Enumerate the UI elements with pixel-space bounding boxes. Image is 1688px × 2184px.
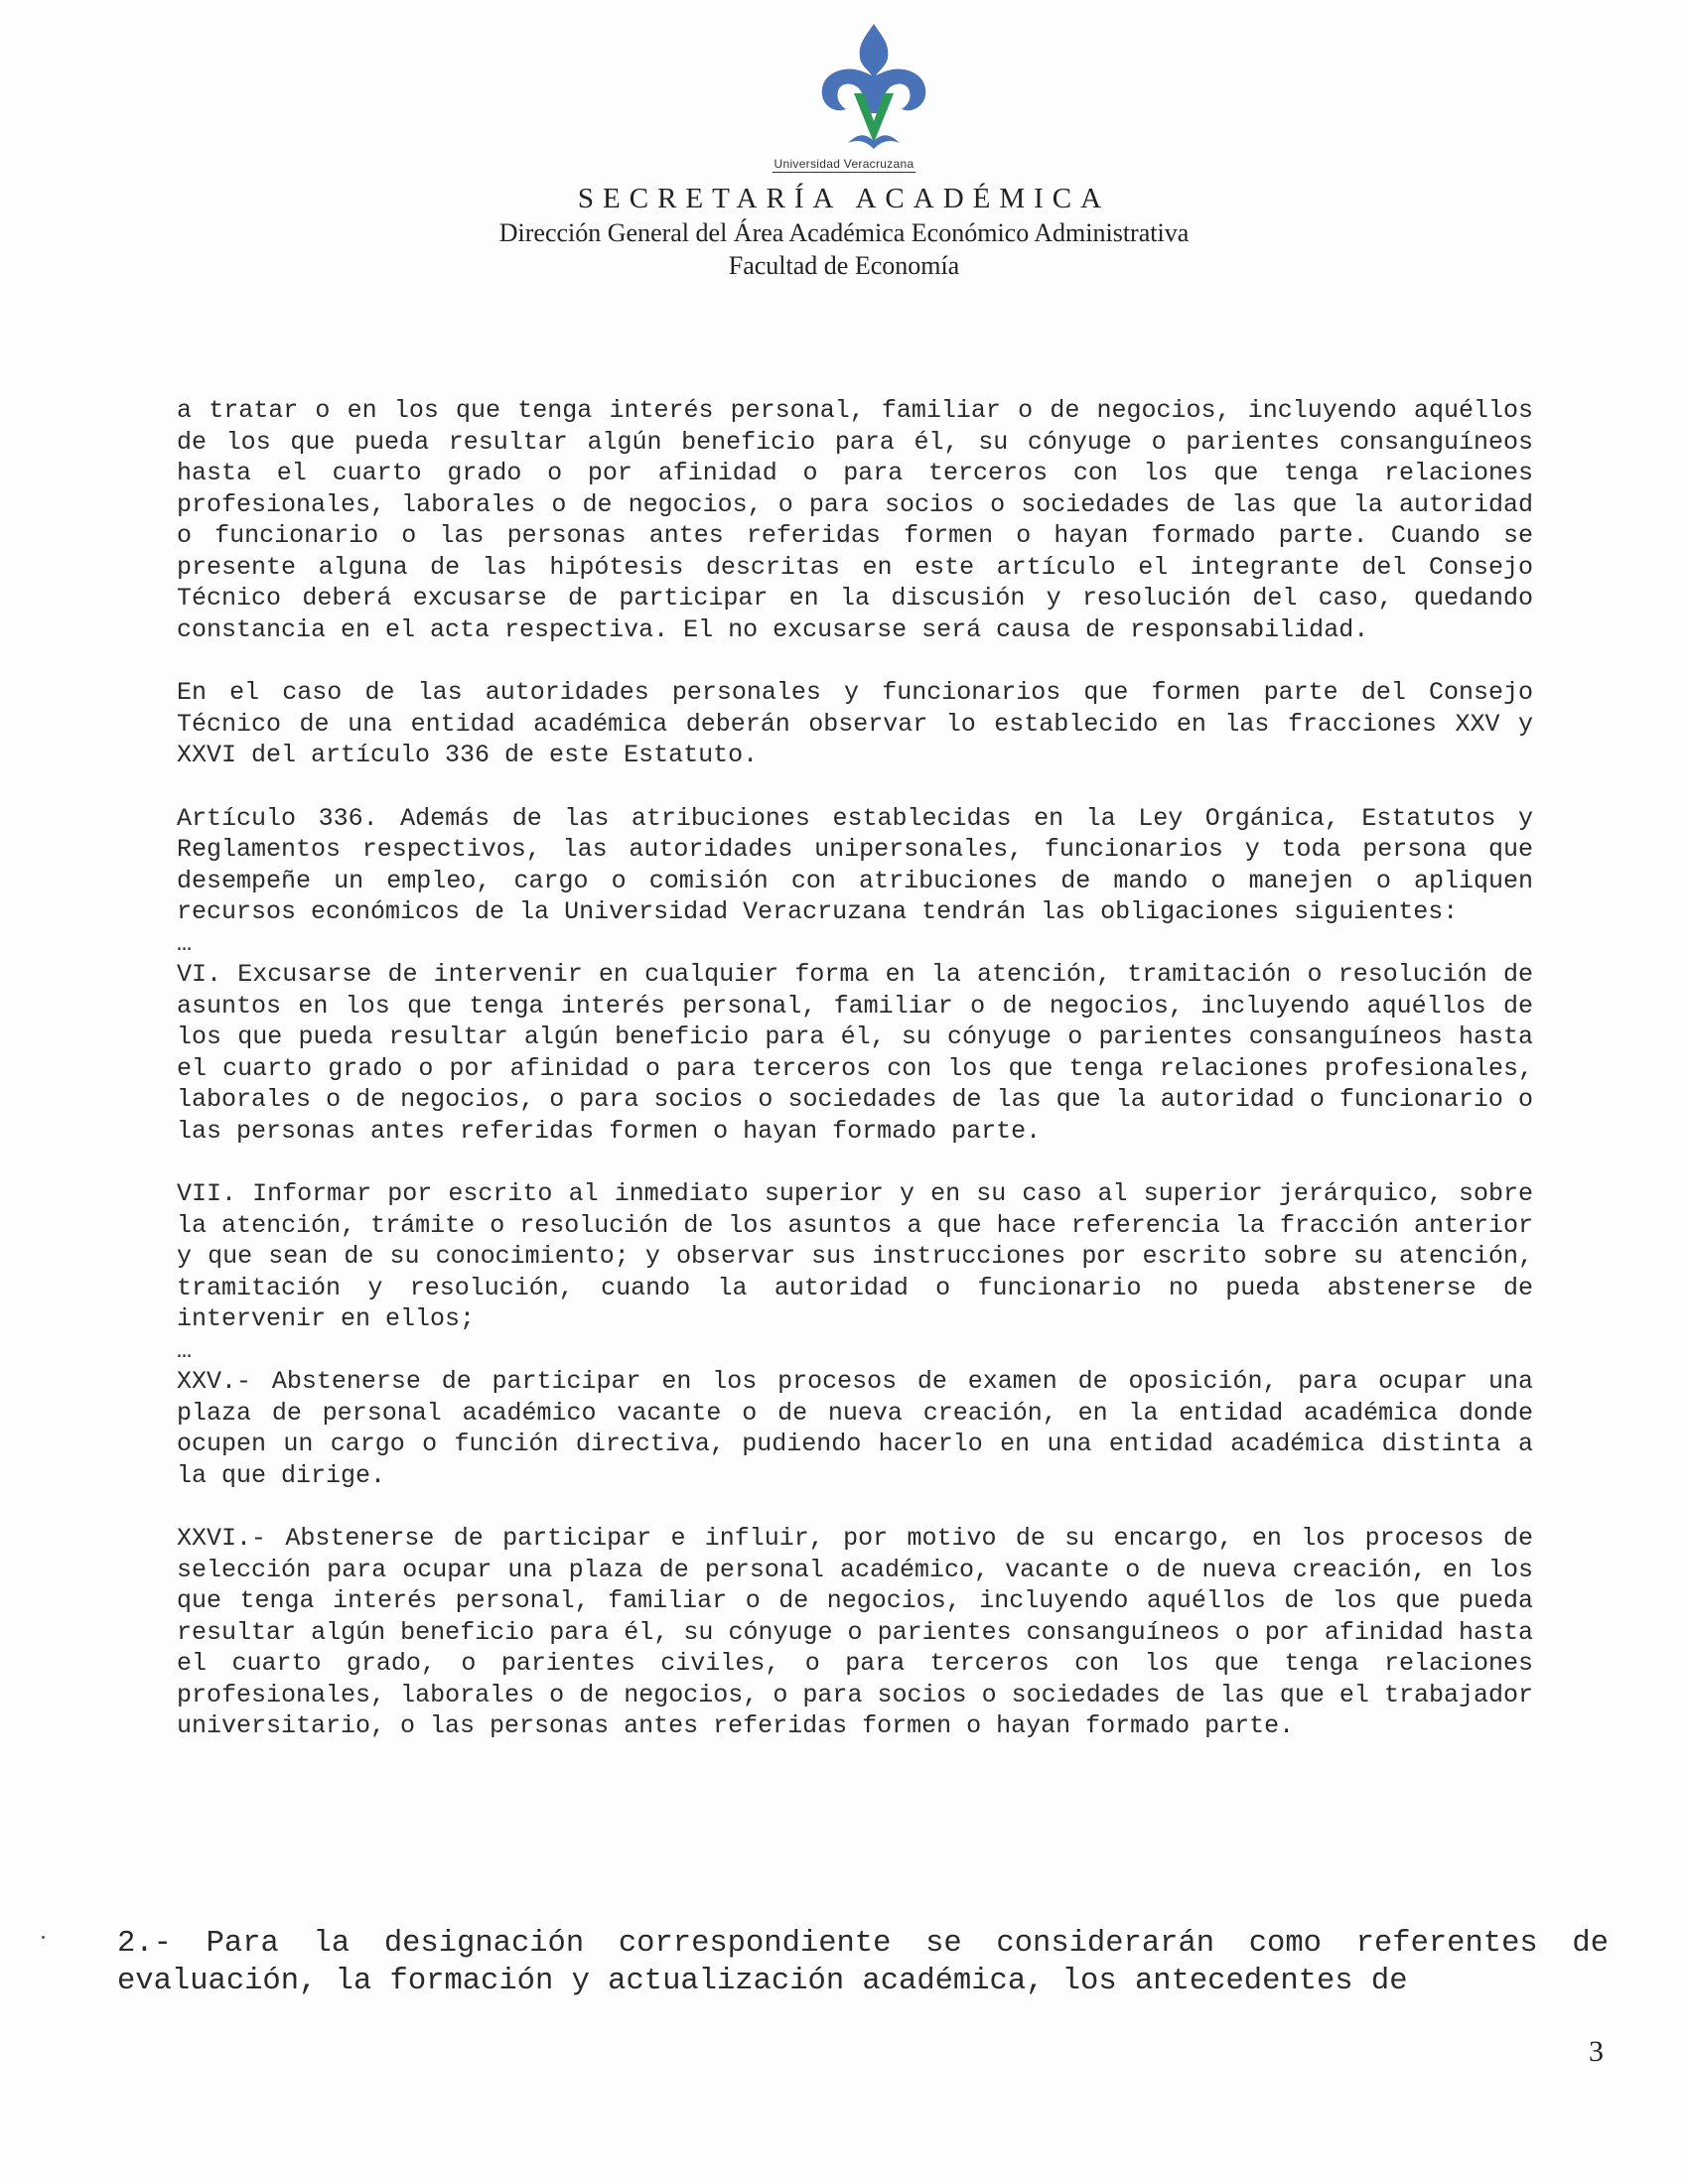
paragraph-articulo-336: Artículo 336. Además de las atribuciones establecidas en la Ley Orgánica, Estatutos y Reglamentos respectivos, las autoridades unipersonales, funcionarios y toda persona que desempeñe un empleo, cargo o comisión con atribuciones de mando o manejen o apliquen recursos económicos de la Universidad Veracruzana tendrán las obligaciones siguientes: bbox=[177, 803, 1533, 926]
paragraph-2: En el caso de las autoridades personales y funcionarios que formen parte del Consejo Técnico de una entidad académica deberán observar lo establecido en las fracciones XXV y XXVI del artículo 336 de este Estatuto. bbox=[177, 678, 1533, 769]
paragraph-2-designacion: 2.- Para la designación correspondiente se considerarán como referentes de evaluación, la formación y actualización académica, los antecedentes de bbox=[117, 1927, 1609, 1998]
secretaria-heading: SECRETARÍA ACADÉMICA bbox=[577, 183, 1111, 214]
scan-speck bbox=[42, 1936, 45, 1939]
university-name: Universidad Veracruzana bbox=[774, 157, 914, 171]
paragraph-fraccion-vii: VII. Informar por escrito al inmediato superior y en su caso al superior jerárquico, sobre la atención, trámite o resolución de los asuntos a que hace referencia la fracción anterior y que sean de su conocimiento; y observar sus instrucciones por escrito sobre su atención, tramitación y resolución, cuando la autoridad o funcionario no pueda abstenerse de intervenir en ellos; bbox=[177, 1179, 1533, 1333]
document-body bbox=[177, 395, 1533, 1774]
ellipsis-2: … bbox=[177, 1335, 193, 1365]
ellipsis-1: … bbox=[177, 928, 193, 958]
paragraph-fraccion-xxv: XXV.- Abstenerse de participar en los procesos de examen de oposición, para ocupar una plaza de personal académico vacante o de nueva creación, en la entidad académica donde ocupen un cargo o función directiva, pudiendo hacerlo en una entidad académica distinta a la que dirige. bbox=[177, 1367, 1533, 1490]
direccion-heading: Dirección General del Área Académica Económico Administrativa bbox=[498, 218, 1190, 247]
page-number: 3 bbox=[1589, 2035, 1604, 2068]
universidad-veracruzana-logo bbox=[814, 22, 933, 156]
facultad-heading: Facultad de Economía bbox=[728, 251, 960, 280]
paragraph-1: a tratar o en los que tenga interés personal, familiar o de negocios, incluyendo aquéllos de los que pueda resultar algún beneficio para él, su cónyuge o parientes consanguíneos hasta el cuarto grado o por afinidad o para terceros con los que tenga relaciones profesionales, laborales o de negocios, o para socios o sociedades de las que la autoridad o funcionario o las personas antes referidas formen o hayan formado parte. Cuando se presente alguna de las hipótesis descritas en este artículo el integrante del Consejo Técnico deberá excusarse de participar en la discusión y resolución del caso, quedando constancia en el acta respectiva. El no excusarse será causa de responsabilidad. bbox=[177, 396, 1533, 644]
paragraph-fraccion-vi: VI. Excusarse de intervenir en cualquier forma en la atención, tramitación o resolución de asuntos en los que tenga interés personal, familiar o de negocios, incluyendo aquéllos de los que pueda resultar algún beneficio para él, su cónyuge o parientes consanguíneos hasta el cuarto grado o por afinidad o para terceros con los que tenga relaciones profesionales, laborales o de negocios, o para socios o sociedades de las que la autoridad o funcionario o las personas antes referidas formen o hayan formado parte. bbox=[177, 960, 1533, 1146]
paragraph-fraccion-xxvi: XXVI.- Abstenerse de participar e influir, por motivo de su encargo, en los procesos de selección para ocupar una plaza de personal académico, vacante o de nueva creación, en los que tenga interés personal, familiar o de negocios, incluyendo aquéllos de los que pueda resultar algún beneficio para él, su cónyuge o parientes consanguíneos o por afinidad hasta el cuarto grado, o parientes civiles, o para terceros con los que tenga relaciones profesionales, laborales o de negocios, o para socios o sociedades de las que el trabajador universitario, o las personas antes referidas formen o hayan formado parte. bbox=[177, 1524, 1533, 1740]
